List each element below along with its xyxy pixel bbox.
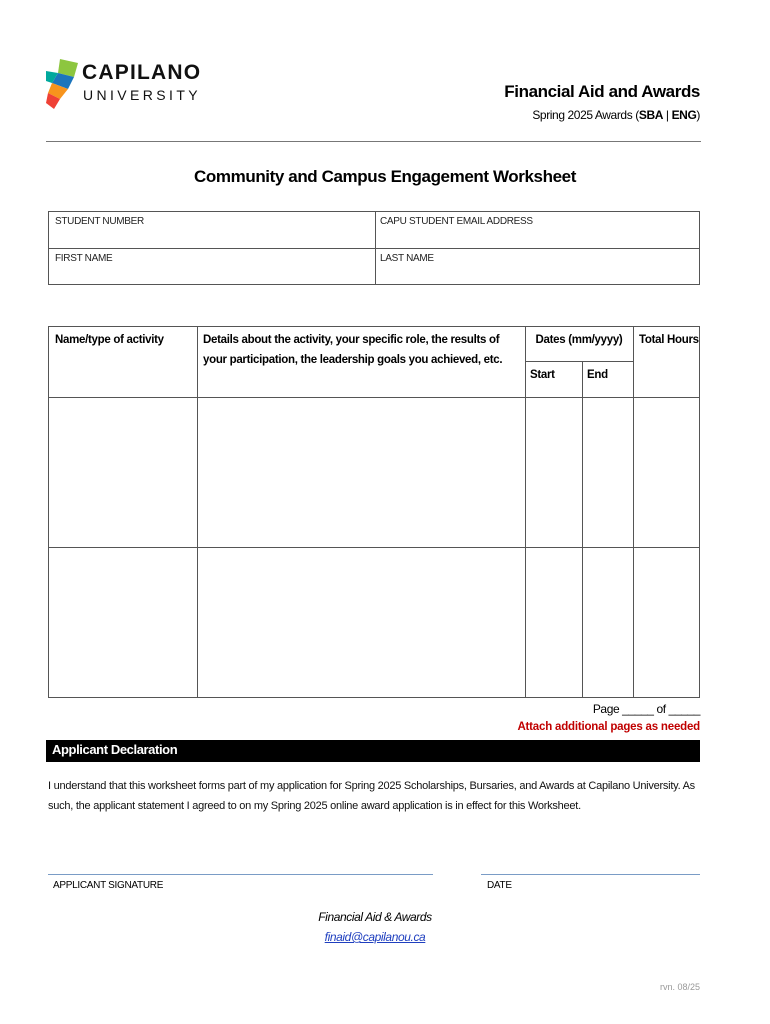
student-info-box [48, 211, 700, 285]
activity-table [48, 326, 700, 698]
row1-details-cell[interactable] [198, 398, 524, 546]
attach-pages-note: Attach additional pages as needed [517, 721, 700, 733]
date-line[interactable] [481, 874, 700, 875]
header-activity-details: Details about the activity, your specific role, the results of your participation, the leadership goals you achieved, etc. [203, 334, 503, 366]
logo-subtitle: UNIVERSITY [83, 87, 202, 103]
row1-end-cell[interactable] [583, 398, 632, 546]
session-code-eng: ENG [671, 108, 697, 122]
contact-email-link[interactable]: finaid@capilanou.ca [324, 930, 426, 944]
declaration-header-bar [46, 740, 700, 762]
page-count-line: Page _____ of _____ [592, 702, 700, 716]
session-prefix: Spring 2025 Awards ( [532, 108, 639, 122]
dates-subheader-divider [525, 361, 633, 362]
row1-start-cell[interactable] [526, 398, 581, 546]
contact-department: Financial Aid & Awards [318, 910, 432, 924]
logo-name: CAPILANO [82, 61, 202, 84]
row1-activity-name-cell[interactable] [50, 398, 196, 546]
row2-hours-cell[interactable] [634, 548, 698, 696]
session-code-sba: SBA [638, 108, 663, 122]
email-field[interactable]: CAPU STUDENT EMAIL ADDRESS [380, 216, 533, 227]
row2-activity-name-cell[interactable] [50, 548, 196, 696]
signature-label: APPLICANT SIGNATURE [53, 880, 164, 891]
row2-details-cell[interactable] [198, 548, 524, 696]
student-number-field[interactable]: STUDENT NUMBER [55, 216, 144, 227]
session-suffix: ) [696, 108, 700, 122]
row2-start-cell[interactable] [526, 548, 581, 696]
row1-hours-cell[interactable] [634, 398, 698, 546]
header-activity-name: Name/type of activity [55, 334, 164, 346]
department-title: Financial Aid and Awards [504, 82, 700, 101]
capilano-logo [46, 59, 202, 111]
date-label: DATE [487, 880, 512, 891]
header-end: End [587, 369, 608, 381]
logo-mark-icon [46, 59, 78, 109]
last-name-field[interactable]: LAST NAME [380, 253, 434, 264]
header-start: Start [530, 369, 555, 381]
header-dates: Dates (mm/yyyy) [535, 334, 623, 346]
signature-line[interactable] [48, 874, 433, 875]
session-line [532, 108, 700, 122]
row2-end-cell[interactable] [583, 548, 632, 696]
declaration-text: I understand that this worksheet forms part of my application for Spring 2025 Scholarships, Bursaries, and Awards at Capilano University. As such, the applicant statement I agreed to on my Spring 2025 online award application is in effect for this Worksheet. [48, 780, 695, 812]
info-row-divider [49, 248, 699, 249]
first-name-field[interactable]: FIRST NAME [55, 253, 113, 264]
header-divider [46, 141, 701, 142]
session-separator: | [662, 108, 672, 122]
info-col-divider [375, 212, 376, 284]
page-title: Community and Campus Engagement Worksheet [194, 167, 576, 186]
header-total-hours: Total Hours [639, 334, 699, 346]
revision-label: rvn. 08/25 [659, 982, 700, 992]
declaration-title: Applicant Declaration [52, 742, 178, 757]
